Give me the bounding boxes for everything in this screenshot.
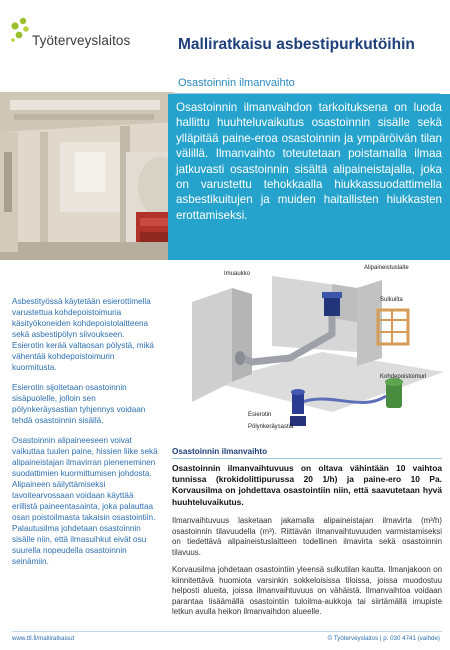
sidebar-paragraph: Esierotin sijoitetaan osastoinnin sisäpuolelle, jolloin sen pölynkeräysastian tyhjennys voidaan tehdä osastoinnin sisällä. bbox=[12, 383, 146, 425]
section-lead: Osastoinnin ilmanvaihtuvuus on oltava vähintään 10 vaihtoa tunnissa (krokidolittipurussa 20 1/h) ja paine-ero 10 Pa. Korvausilma on johdettava osastointiin niin, että saavutetaan hyvä huuhteluvaikutus. bbox=[172, 463, 442, 507]
section-paragraph: Korvausilma johdetaan osastointiin yleensä sulkutilan kautta. Ilmanjakoon on kiinnitettävä huomiota varsinkin sokkeloisissa tiloissa, joissa muodostuu helposti alueita, joissa ilmanvaihtuvuus on vähäistä. Ilmanvaihtoa voidaan parantaa lisäämällä osastointiin tuloilma-aukkoja tai siirtämällä imupiste letkun avulla heikon ilmanvaihdon alueelle. bbox=[172, 565, 442, 617]
diagram-label-dust-bin: Pölynkeräysastia bbox=[248, 424, 294, 430]
logo bbox=[10, 16, 160, 46]
sidebar-paragraph: Asbestityössä käytetään esierottimella varustettua kohdepoistoimuria käsityökoneiden kohdepoistolaitteena sekä asbestipölyn siivoukseen. Esierotin kerää valtaosan pölystä, mikä vähentää kohdepoistoimurin kuormitusta. bbox=[12, 297, 154, 372]
diagram-label-separator: Esierotin bbox=[248, 412, 272, 418]
intro-text: Osastoinnin ilmanvaihdon tarkoituksena on luoda hallittu huuhteluvaikutus osastoinnin sisälle sekä ylläpitää paine-eroa osastoinnin ja ympäröivän tilan välillä. Ilmanvaihto toteutetaan poistamalla ilmaa jatkuvasti osastoinnin sisältä alipaineistajalla, joka on varustettu tehokkaalla hiukkassuodattimella asbestikuitujen ja muiden haitallisten hiukkasten erottamiseksi. bbox=[176, 101, 442, 222]
footer-url-link[interactable]: www.ttl.fi/malliratkaisut bbox=[12, 635, 75, 642]
sidebar-paragraph: Osastoinnin alipaineeseen voivat vaikuttaa tuulen paine, hissien liike sekä alipaineistajan ilmavirran pieneneminen suodattimien kuormittumisen johdosta. Alipaineen säilyttämiseksi tavoitearvossaan voidaan käyttää erillistä paineentasainta, joka palauttaa osan poistoilmasta takaisin osastointiin. Palautusilma johdetaan osastoinnin sisälle niin, että ilmasuihkut eivät osu suurella nopeudella osastoinnin seinämiin. bbox=[12, 436, 158, 566]
logo-mark-icon bbox=[10, 16, 32, 44]
section-title: Osastoinnin ilmanvaihto bbox=[172, 447, 268, 456]
section-divider bbox=[172, 458, 442, 459]
page-subtitle: Osastoinnin ilmanvaihto bbox=[178, 77, 295, 89]
footer-org: © Työterveyslaitos | p. 030 4741 (vaihde) bbox=[327, 635, 440, 642]
sidebar bbox=[12, 296, 158, 576]
ventilation-diagram bbox=[172, 262, 444, 438]
diagram-label-depressurizer: Alipaineistuslaite bbox=[364, 265, 409, 271]
section-paragraph: Ilmanvaihtuvuus lasketaan jakamalla alipaineistajan ilmavirta (m³/h) osastoinnin tilavuudella (m³). Riittävän ilmanvaihtuvuuden varmistamiseksi on tiedettävä alipaineistuslaitteen todellinen ilmavirta sekä osastoinnin tilavuus. bbox=[172, 516, 442, 557]
page-title: Malliratkaisu asbestipurkutöihin bbox=[178, 36, 415, 53]
footer-divider bbox=[12, 631, 442, 632]
diagram-label-inlet: Imuaukko bbox=[224, 271, 251, 277]
diagram-label-vacuum: Kohdepoistoimuri bbox=[380, 374, 427, 380]
logo-text: Työterveyslaitos bbox=[32, 33, 131, 48]
diagram-label-hatch: Sulkuilta bbox=[380, 297, 403, 303]
corridor-photo bbox=[0, 92, 174, 260]
